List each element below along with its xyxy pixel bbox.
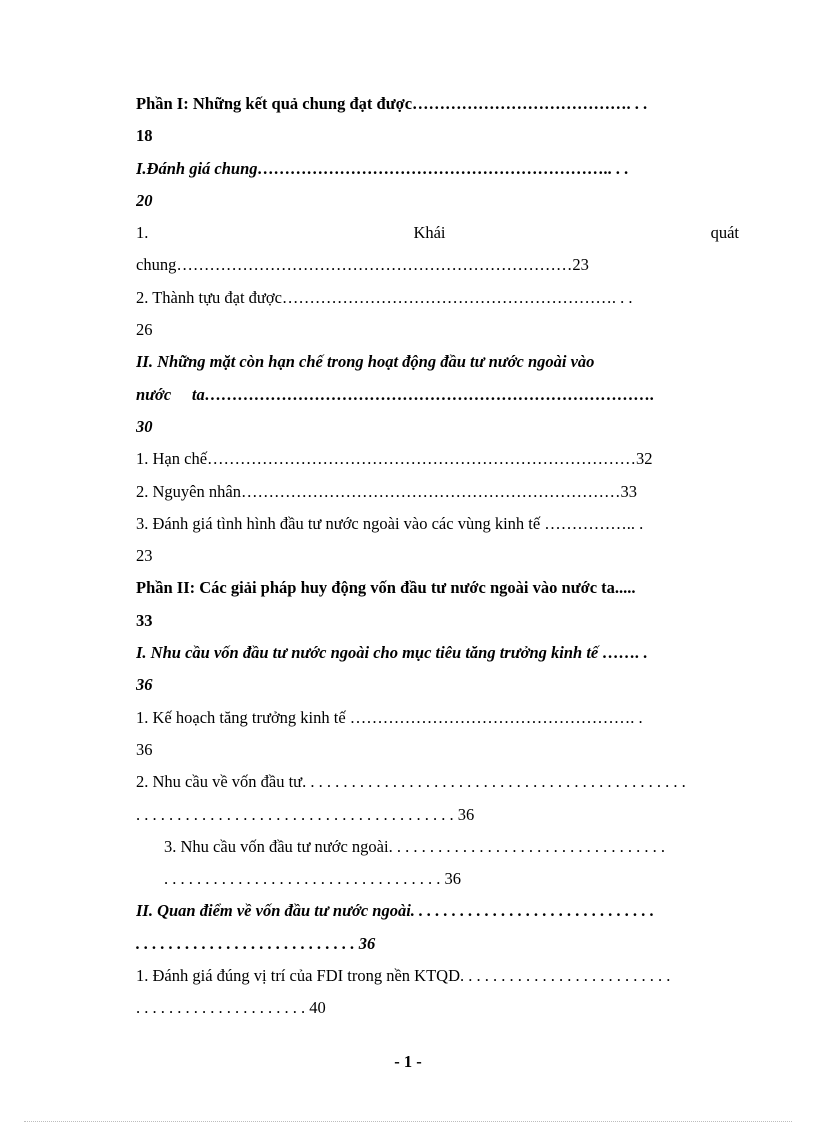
toc-entry-item-2-2: 2. Nguyên nhân……………………………………………………………33 [136, 481, 637, 501]
toc-item-word: nước [136, 384, 172, 404]
toc-item-word: quát [710, 223, 739, 243]
toc-page-number: 36 [136, 675, 153, 695]
toc-page-number: 26 [136, 320, 153, 340]
toc-page-number: 33 [136, 610, 153, 630]
toc-entry-item-3-3-cont: . . . . . . . . . . . . . . . . . . . . . . . . . . . . . . . . . . 36 [164, 869, 461, 889]
toc-item-word: Khái [413, 223, 446, 243]
toc-entry-part-1: Phần I: Những kết quả chung đạt được…………………………………. . . [136, 94, 648, 113]
toc-item-rest: ta………………………………………………………………………. [191, 384, 655, 404]
toc-entry-item-3-2: 2. Nhu cầu về vốn đầu tư. . . . . . . . . . . . . . . . . . . . . . . . . . . . . . . . . . . . . . . . . . . . . . . [136, 772, 686, 792]
toc-entry-item-1-1-cont: chung………………………………………………………………23 [136, 255, 589, 275]
toc-page-number: 23 [136, 546, 153, 566]
toc-entry-item-4-1: 1. Đánh giá đúng vị trí của FDI trong nền KTQD. . . . . . . . . . . . . . . . . . . . . . . . . . [136, 966, 671, 986]
toc-entry-item-1-2: 2. Thành tựu đạt được……………………………………………………. . . [136, 287, 633, 307]
toc-entry-item-3-2-cont: . . . . . . . . . . . . . . . . . . . . . . . . . . . . . . . . . . . . . . . 36 [136, 804, 475, 824]
toc-entry-part-2: Phần II: Các giải pháp huy động vốn đầu tư nước ngoài vào nước ta..... [136, 578, 636, 598]
toc-entry-section-4: II. Quan điểm về vốn đầu tư nước ngoài. . . . . . . . . . . . . . . . . . . . . . . . . . . . . . [136, 901, 655, 921]
page-bottom-divider [24, 1121, 792, 1122]
toc-entry-section-2: II. Những mặt còn hạn chế trong hoạt động đầu tư nước ngoài vào [136, 352, 595, 372]
toc-item-number: 1. [136, 223, 149, 243]
toc-entry-item-3-1: 1. Kế hoạch tăng trưởng kinh tế ……………………………………………. . [136, 707, 643, 727]
toc-entry-section-4-cont: . . . . . . . . . . . . . . . . . . . . . . . . . . . 36 [136, 933, 376, 953]
toc-entry-item-1-1 [136, 217, 739, 249]
toc-page-number: 20 [136, 190, 153, 210]
toc-entry-item-4-1-cont: . . . . . . . . . . . . . . . . . . . . . 40 [136, 998, 326, 1018]
toc-entry-item-2-3: 3. Đánh giá tình hình đầu tư nước ngoài vào các vùng kinh tế …………….. . [136, 513, 644, 533]
toc-entry-section-1: I.Đánh giá chung……………………………………………………….. . . [136, 158, 629, 178]
toc-page-number: 18 [136, 126, 153, 146]
table-of-contents [136, 88, 739, 1025]
toc-entry-item-2-1: 1. Hạn chế……………………………………………………………………32 [136, 449, 653, 469]
page-number: - 1 - [394, 1052, 422, 1071]
toc-entry-item-3-3: 3. Nhu cầu vốn đầu tư nước ngoài. . . . . . . . . . . . . . . . . . . . . . . . . . . . . . . . . . [164, 836, 665, 856]
toc-page-number: 30 [136, 416, 153, 436]
toc-page-number: 36 [136, 739, 153, 759]
toc-entry-section-3: I. Nhu cầu vốn đầu tư nước ngoài cho mục tiêu tăng trưởng kinh tế ……. . [136, 643, 648, 663]
toc-entry-section-2-cont [136, 379, 739, 411]
